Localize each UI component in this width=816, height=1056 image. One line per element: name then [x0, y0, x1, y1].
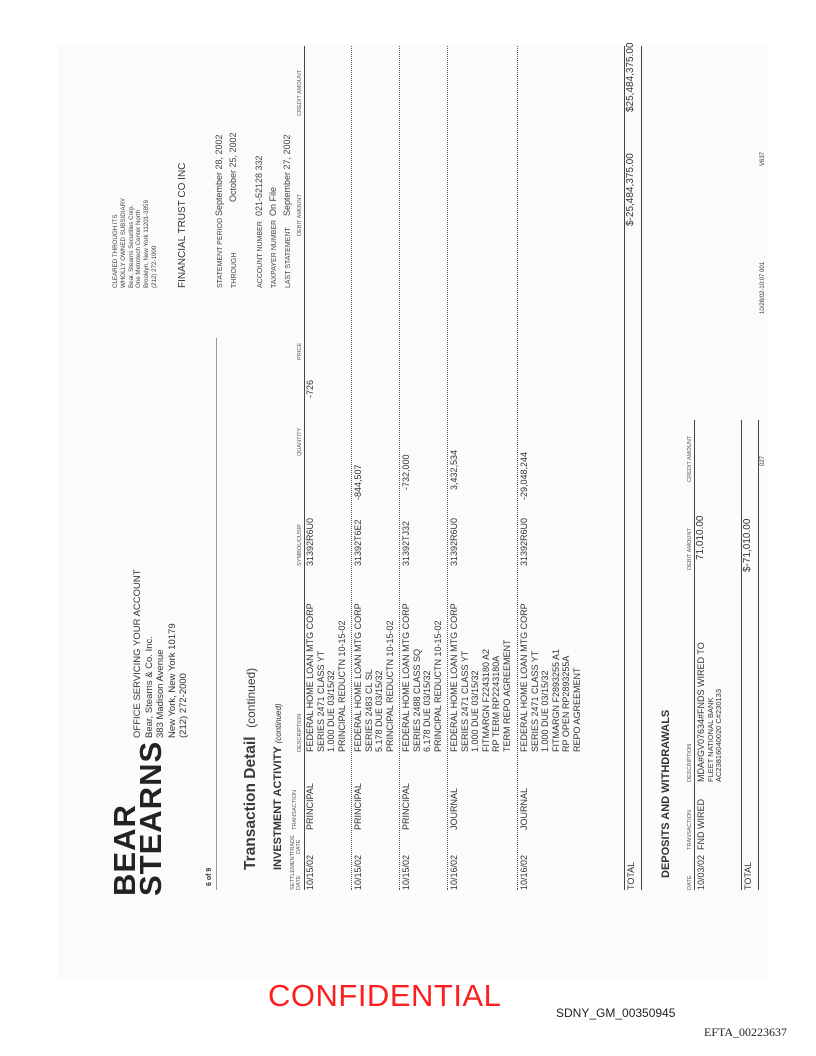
desc-line: SERIES 2471 CLASS YT [529, 650, 540, 752]
desc-line: SERIES 2488 CLASS SQ [411, 648, 422, 752]
statement-through [228, 132, 238, 288]
clearing-line: One Metrotech Center North [135, 209, 143, 288]
confidential-stamp: CONFIDENTIAL [268, 978, 502, 1013]
desc-line: FITMARGN F2893255 A1 [550, 648, 561, 752]
cell-symbol: 31392T6E2 [353, 519, 363, 566]
desc-line: RP TERM RP2243180A [491, 655, 501, 752]
cell-date: 10/03/02 [696, 854, 706, 890]
taxpayer-number [268, 187, 278, 288]
row-divider [351, 46, 352, 890]
cell-transaction: JOURNAL [519, 787, 529, 830]
desc-line: RP OPEN RP2893255A [561, 655, 571, 752]
meta-value: October 25, 2002 [228, 132, 238, 202]
table-row [519, 46, 583, 890]
statement-sheet [92, 22, 772, 926]
print-code-center: 10/28/02-10:07 001 [760, 261, 766, 314]
logo-line-2: STEARNS [133, 740, 168, 896]
total-debit: $-71,010.00 [742, 518, 753, 572]
office-servicing-address [132, 569, 190, 738]
desc-line: FEDERAL HOME LOAN MTG CORP [519, 603, 529, 752]
office-line: New York, New York 10179 [166, 623, 178, 738]
col-credit-amount: CREDIT AMOUNT [297, 69, 303, 116]
office-line: Bear, Stearns & Co. Inc. [143, 636, 155, 738]
desc-line: MDA#GV07634#FNDS WIRED TO [696, 642, 706, 782]
bates-number: SDNY_GM_00350945 [556, 1006, 676, 1020]
col-date: DATE [687, 875, 693, 890]
col-quantity: QUANTITY [297, 427, 303, 456]
table-row [353, 46, 397, 890]
total-label: TOTAL [626, 861, 636, 890]
cell-symbol: 31392R6U0 [519, 517, 529, 566]
total-credit: $25,484,375.00 [625, 42, 636, 112]
title-text: Transaction Detail [242, 736, 259, 870]
cell-symbol: 31392TJ32 [401, 520, 411, 566]
cell-description [449, 603, 512, 752]
page-title [242, 668, 260, 870]
desc-line: FEDERAL HOME LOAN MTG CORP [449, 603, 459, 752]
clearing-line: WHOLLY OWNED SUBSIDIARY [119, 197, 127, 288]
cell-date: 10/16/02 [449, 854, 459, 890]
cell-transaction: JOURNAL [449, 787, 459, 830]
desc-line: AC23816040020 C#230133 [713, 689, 723, 782]
office-line: 383 Madison Avenue [155, 649, 166, 738]
cell-transaction: PRINCIPAL [353, 783, 363, 830]
col-description: DESCRIPTION [687, 743, 693, 782]
desc-line: FEDERAL HOME LOAN MTG CORP [401, 603, 411, 752]
deposits-heading: DEPOSITS AND WITHDRAWALS [660, 709, 672, 878]
desc-line: 1.000 DUE 03/15/32 [326, 670, 336, 752]
efta-number: EFTA_00223637 [704, 1025, 788, 1039]
print-code-left: 027 [760, 455, 766, 466]
cell-transaction: FND WIRED [696, 799, 706, 850]
desc-line: PRINCIPAL REDUCTN 10-15-02 [432, 620, 443, 752]
desc-line: 5.178 DUE 03/15/32 [374, 670, 384, 752]
meta-label: ACCOUNT NUMBER [257, 221, 264, 288]
cell-quantity: -732,000 [401, 454, 411, 490]
col-credit-amount: CREDIT AMOUNT [687, 435, 693, 482]
col-symbol-cusip: SYMBOL/CUSIP [297, 524, 303, 566]
cell-description [696, 642, 723, 782]
desc-line: FLEET NATIONAL BANK [705, 697, 715, 782]
desc-line: FEDERAL HOME LOAN MTG CORP [353, 603, 363, 752]
office-line: OFFICE SERVICING YOUR ACCOUNT [132, 569, 143, 738]
header-divider [216, 338, 217, 890]
deposits-total-rule-bottom [758, 420, 759, 890]
desc-line: FEDERAL HOME LOAN MTG CORP [305, 603, 315, 752]
meta-label: THROUGH [231, 252, 238, 288]
cell-description [401, 603, 443, 752]
page-number: 6 of 9 [206, 867, 213, 886]
clearing-line: Brooklyn, New York 11201-3859 [143, 200, 151, 288]
total-label: TOTAL [743, 861, 753, 890]
statement-period [214, 134, 224, 288]
meta-value: On File [268, 186, 278, 216]
section-title: INVESTMENT ACTIVITY [272, 746, 284, 870]
col-description: DESCRIPTION [297, 713, 303, 752]
cell-date: 10/16/02 [519, 854, 529, 890]
table-row [696, 420, 728, 890]
clearing-line: (212) 272-1000 [150, 245, 158, 288]
cell-date: 10/15/02 [353, 854, 363, 890]
table-row [449, 46, 513, 890]
col-debit-amount: DEBIT AMOUNT [297, 194, 303, 236]
desc-line: SERIES 2483 CL SL [363, 669, 374, 752]
bear-stearns-logo [107, 740, 168, 896]
cell-date: 10/15/02 [305, 854, 315, 890]
account-number [254, 155, 264, 288]
cell-quantity: -844,507 [353, 464, 363, 500]
desc-line: PRINCIPAL REDUCTN 10-15-02 [384, 620, 395, 752]
cell-date: 10/15/02 [401, 854, 411, 890]
section-continued: (continued) [274, 703, 283, 744]
clearing-line: CLEARED THROUGH ITS [112, 214, 119, 288]
col-settlement-date: SETTLEMENT DATE [290, 853, 303, 890]
cell-symbol: 31392R6U0 [305, 517, 315, 566]
meta-value: September 27, 2002 [282, 134, 292, 216]
desc-line: 1.000 DUE 03/15/32 [540, 670, 550, 752]
desc-line: TERM REPO AGREEMENT [501, 639, 512, 752]
col-transaction: TRANSACTION [687, 809, 693, 850]
col-debit-amount: DEBIT AMOUNT [687, 528, 693, 570]
last-statement [282, 134, 292, 288]
meta-value: 021-52128 332 [254, 155, 264, 216]
meta-value: September 28, 2002 [214, 134, 224, 216]
deposits-header-rule [694, 420, 695, 890]
desc-line: REPO AGREEMENT [571, 667, 582, 752]
cell-description [305, 603, 347, 752]
cell-debit: 71,010.00 [695, 515, 706, 560]
total-row [625, 42, 640, 890]
meta-label: TAXPAYER NUMBER [271, 219, 278, 288]
total-rule-bottom [641, 46, 642, 890]
row-divider [447, 46, 448, 890]
logo-line-1: BEAR [107, 804, 142, 896]
meta-label: LAST STATEMENT [285, 227, 292, 288]
cell-symbol: 31392R6U0 [449, 517, 459, 566]
cell-transaction: PRINCIPAL [305, 783, 315, 830]
cell-quantity: -726 [305, 380, 315, 399]
col-price: PRICE [297, 342, 303, 360]
desc-line: SERIES 2471 CLASS YT [315, 650, 326, 752]
col-trade-date: TRADE DATE [290, 835, 303, 854]
cell-quantity: -29,048,244 [519, 451, 529, 500]
total-debit: $-25,484,375.00 [625, 153, 636, 226]
title-continued: (continued) [244, 667, 258, 728]
cell-transaction: PRINCIPAL [401, 783, 411, 830]
deposits-total-rule [741, 420, 742, 890]
print-code-right: V637 [760, 151, 766, 166]
clearing-line: Bear, Stearns Securities Corp. [127, 204, 135, 288]
desc-line: 6.178 DUE 03/15/32 [422, 670, 432, 752]
desc-line: FITMARGN F2243180 A2 [480, 648, 491, 752]
total-row [743, 420, 757, 890]
desc-line: 1.000 DUE 03/15/32 [470, 670, 480, 752]
col-transaction: TRANSACTION [292, 789, 298, 830]
clearing-address [112, 198, 159, 288]
cell-description [519, 603, 582, 752]
row-divider [517, 46, 518, 890]
investment-activity-heading [272, 703, 284, 870]
desc-line: PRINCIPAL REDUCTN 10-15-02 [336, 620, 347, 752]
meta-label: STATEMENT PERIOD [217, 217, 224, 288]
account-holder-name: FINANCIAL TRUST CO INC [177, 162, 188, 288]
cell-description [353, 603, 395, 752]
cell-quantity: 3,432,534 [449, 449, 459, 490]
office-line: (212) 272-2000 [178, 673, 189, 738]
row-divider [399, 46, 400, 890]
table-row [305, 46, 349, 890]
table-row [401, 46, 445, 890]
desc-line: SERIES 2471 CLASS YT [459, 650, 470, 752]
